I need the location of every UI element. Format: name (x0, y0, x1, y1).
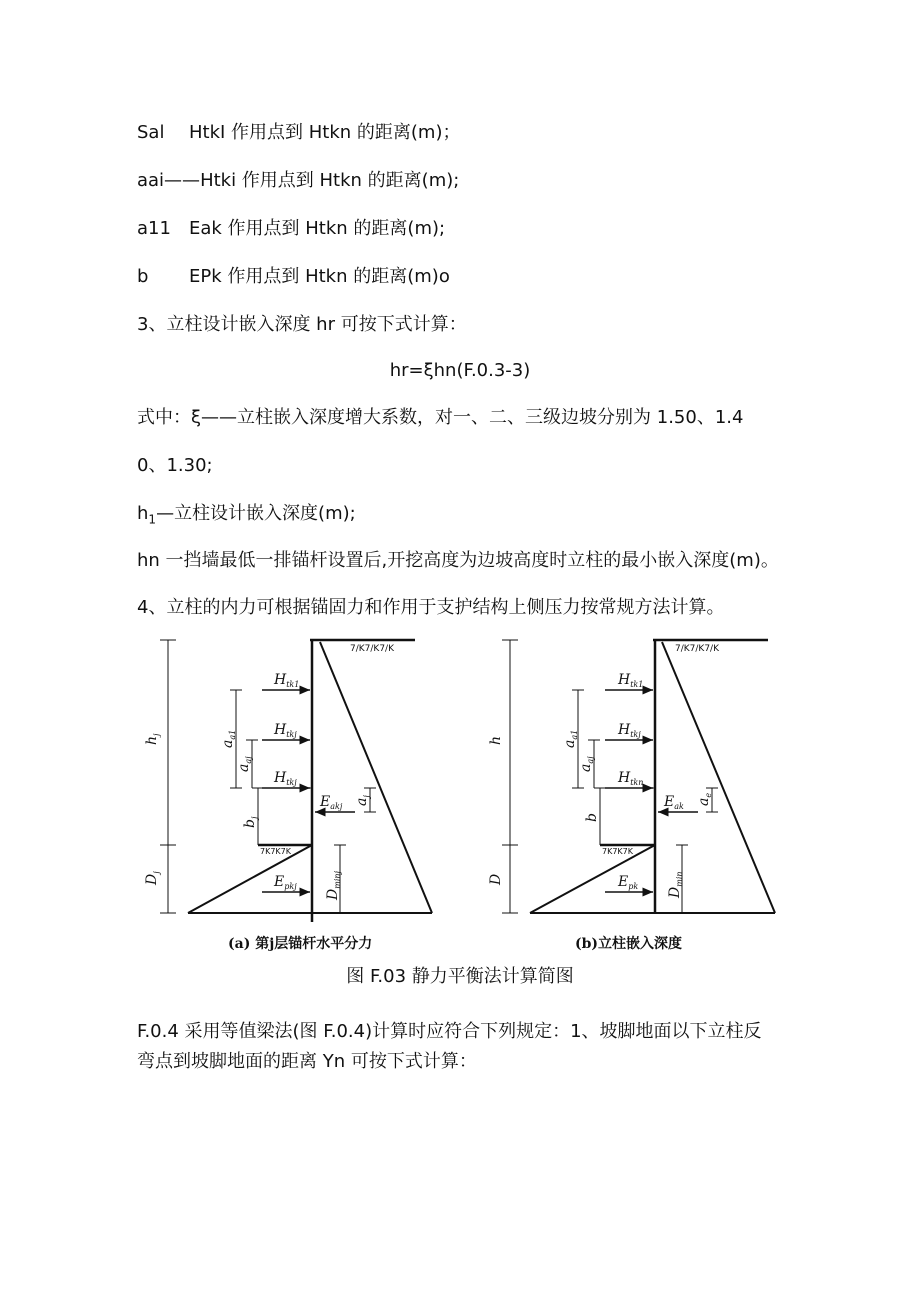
definition-text: HtkI 作用点到 Htkn 的距离(m)； (189, 122, 461, 143)
where-line-2: 0、1.30; (137, 455, 213, 476)
label-htk1: $H_{tk1}$ (618, 672, 644, 689)
definition-symbol: aai—— (137, 170, 201, 191)
h1-text: —立柱设计嵌入深度(m); (156, 503, 356, 524)
definition-row (137, 169, 459, 193)
label-htkj: $H_{tkj}$ (618, 722, 641, 739)
caption-a: (a) 第j层锚杆水平分力 (228, 936, 373, 952)
label-eak: $E_{ak}$ (664, 794, 684, 811)
static-balance-diagram (144, 630, 770, 965)
h1-symbol: h (137, 503, 149, 524)
passive-pressure-line (188, 845, 312, 913)
label-dmin: $D_{min}$ (667, 871, 684, 898)
definition-text: EPk 作用点到 Htkn 的距离(m)o (189, 266, 450, 287)
figure-caption: 图 F.03 静力平衡法计算简图 (346, 966, 574, 987)
h1-subscript: 1 (148, 512, 157, 527)
definition-symbol: b (137, 266, 149, 287)
definition-text: Eak 作用点到 Htkn 的距离(m); (189, 218, 446, 239)
label-aaj: $a_{aj}$ (236, 756, 253, 772)
label-bj: $b_j$ (242, 816, 259, 828)
passive-pressure-line (530, 845, 655, 913)
label-htkj: $H_{tkj}$ (274, 722, 297, 739)
definition-row (137, 121, 461, 145)
label-aa1: $a_{a1}$ (562, 729, 579, 748)
soil-hatch-top: 7/K7/K7/K (350, 644, 394, 654)
label-b: b (584, 813, 600, 822)
hn-definition: hn 一挡墙最低一排锚杆设置后,开挖高度为边坡高度时立柱的最小嵌入深度(m)。 (137, 550, 779, 571)
label-eakj: $E_{akj}$ (320, 794, 343, 811)
where-line-1: 式中：ξ——立柱嵌入深度增大系数，对一、二、三级边坡分别为 1.50、1.4 (137, 407, 744, 428)
label-aa1: $a_{a1}$ (220, 729, 237, 748)
definition-symbol: Sal (137, 122, 165, 143)
label-d: $D_j$ (144, 871, 161, 885)
soil-hatch-excavation: 7K7K7K (260, 847, 292, 856)
svg-text:7K7K7K: 7K7K7K (602, 847, 634, 856)
svg-text:7/K7/K7/K: 7/K7/K7/K (675, 644, 719, 654)
definition-row (137, 265, 450, 289)
caption-b: (b)立柱嵌入深度 (575, 936, 683, 952)
f04-line-2: 弯点到坡脚地面的距离 Yn 可按下式计算： (137, 1051, 477, 1072)
label-htkn: $H_{tkn}$ (618, 770, 644, 787)
label-h: $h_j$ (144, 733, 161, 745)
definition-row (137, 217, 445, 241)
label-ae: $a_e$ (696, 792, 713, 806)
item-4-text: 4、立柱的内力可根据锚固力和作用于支护结构上侧压力按常规方法计算。 (137, 597, 725, 618)
label-epk: $E_{pk}$ (618, 874, 639, 891)
label-htkj-2: $H_{tkj}$ (274, 770, 297, 787)
label-aj: $a_j$ (354, 795, 371, 806)
label-dminj: $D_{minj}$ (325, 870, 342, 900)
item-3-text: 3、立柱设计嵌入深度 hr 可按下式计算： (137, 314, 467, 335)
h1-definition (137, 502, 356, 532)
f04-line-1: F.0.4 采用等值梁法(图 F.0.4)计算时应符合下列规定：1、坡脚地面以下立柱反 (137, 1021, 762, 1042)
definition-text: Htki 作用点到 Htkn 的距离(m); (200, 170, 460, 191)
label-d: D (488, 873, 504, 885)
label-aaj: $a_{aj}$ (578, 756, 595, 772)
label-htk1: $H_{tk1}$ (274, 672, 300, 689)
label-epkj: $E_{pkj}$ (274, 874, 297, 891)
formula-hr: hr=ξhn(F.0.3-3) (389, 360, 531, 381)
definition-symbol: a11 (137, 218, 171, 239)
label-h: h (488, 735, 504, 745)
